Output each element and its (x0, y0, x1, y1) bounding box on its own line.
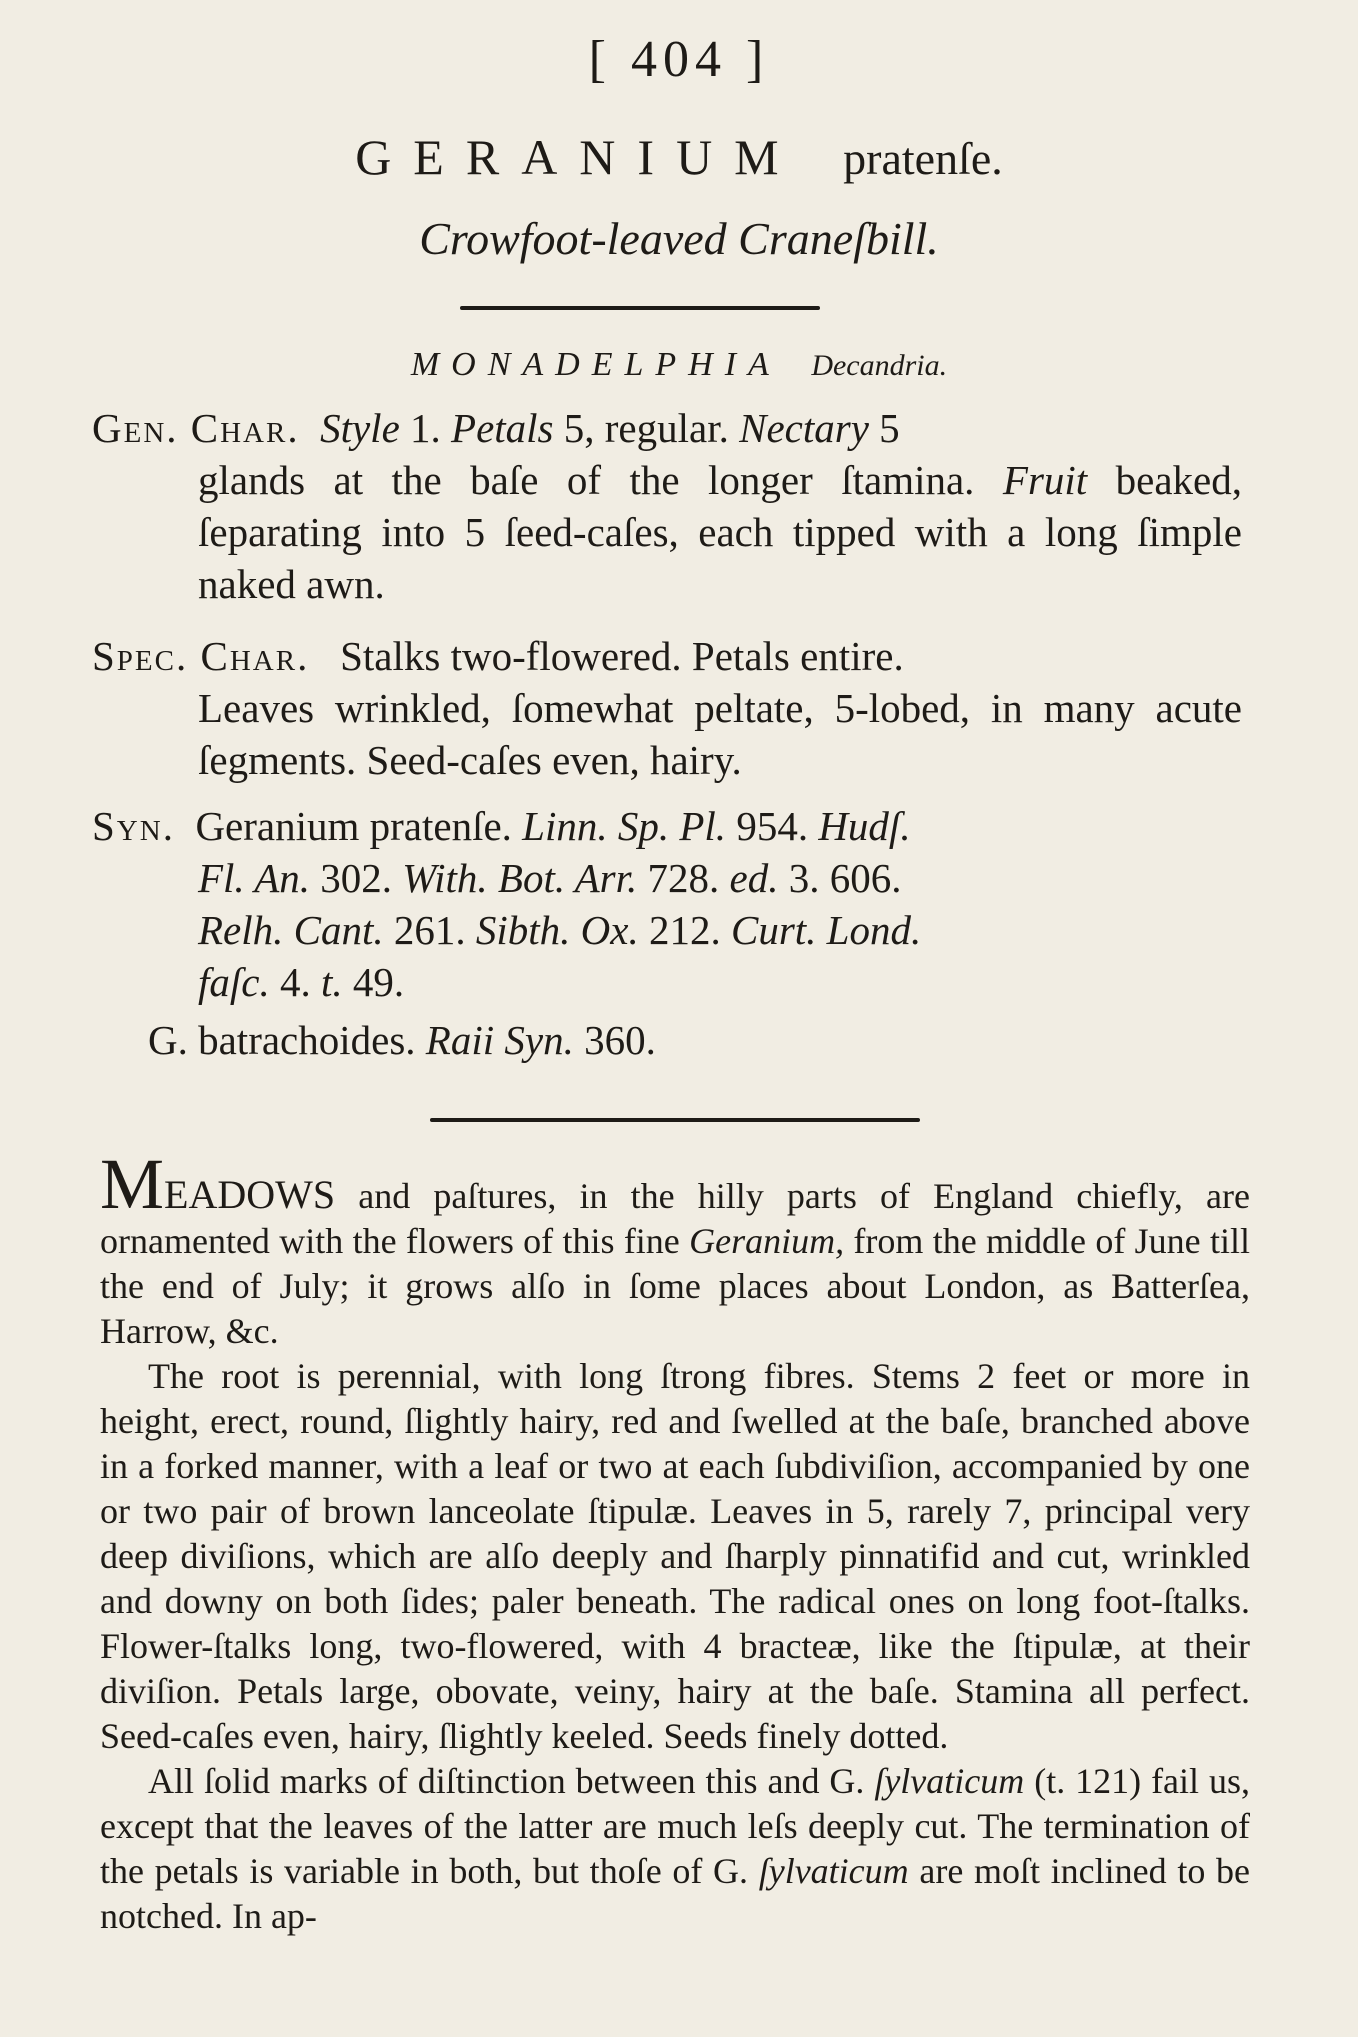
classification (0, 346, 1358, 384)
p1-text-a: and paſtures, in the hilly parts of England chiefly, are ornamented with the flowers of this fine (100, 1176, 1250, 1261)
syn-relh: Relh. Cant. (198, 907, 384, 953)
syn-linn: Linn. Sp. Pl. (522, 803, 727, 849)
syn-line3 (92, 904, 1242, 956)
p3-text-b: (t. 121) fail us, except that the leaves of the latter are much leſs deeply cut. The termination of the petals is variable in both, but thoſe of G. (100, 1761, 1250, 1891)
p3-sylvaticum-2: ſylvaticum (758, 1851, 909, 1891)
syn-entry (92, 800, 1242, 1066)
title-rule (460, 306, 820, 310)
spec-char-first: Stalks two-flowered. Petals entire. (340, 633, 904, 679)
section-rule (430, 1118, 920, 1122)
p1-geranium: Geranium, (689, 1221, 845, 1261)
syn-fl-an: Fl. An. (198, 855, 310, 901)
class-name: MONADELPHIA (410, 346, 781, 383)
species-name: pratenſe. (843, 133, 1003, 184)
p1-smallcaps: EADOWS (164, 1172, 336, 1217)
gen-fruit-desc: beaked, ſeparating into 5 ſeed-caſes, each tipped with a long ſimple naked awn. (198, 457, 1243, 607)
page-number: [ 404 ] (588, 31, 770, 88)
spec-char-continuation: Leaves wrinkled, ſomewhat peltate, 5-lobed, in many acute ſegments. Seed-caſes even, hairy. (198, 685, 1242, 783)
syn-huds: Hudſ. (818, 803, 911, 849)
gen-fruit: Fruit (1002, 457, 1088, 503)
genus-name: GERANIUM (355, 129, 801, 185)
gen-char-entry (92, 402, 1242, 610)
syn-ed: ed. (729, 855, 779, 901)
gen-char-continuation (92, 454, 1242, 610)
paragraph-1 (100, 1144, 1250, 1354)
syn-line2 (92, 852, 1242, 904)
p3-sylvaticum-1: ſylvaticum (874, 1761, 1025, 1801)
syn-fasc-num: 4. (269, 959, 321, 1005)
syn-raii-num: 360. (573, 1017, 656, 1063)
syn-relh-num: 261. (383, 907, 476, 953)
syn-sibth-num: 212. (638, 907, 731, 953)
spec-char-label: Spec. Char. (92, 633, 310, 679)
paragraph-2: The root is perennial, with long ſtrong fibres. Stems 2 feet or more in height, erect, round, ſlightly hairy, red and ſwelled at the baſe, branched above in a forked manner, with a leaf or two at each ſubdiviſion, accompanied by one or two pair of brown lanceolate ſtipulæ. Leaves in 5, rarely 7, principal very deep diviſions, which are alſo deeply and ſharply pinnatifid and cut, wrinkled and downy on both ſides; paler beneath. The radical ones on long foot-ſtalks. Flower-ſtalks long, two-flowered, with 4 bracteæ, like the ſtipulæ, at their diviſion. Petals large, obovate, veiny, hairy at the baſe. Stamina all perfect. Seed-caſes even, hairy, ſlightly keeled. Seeds finely dotted. (100, 1356, 1250, 1756)
gen-style-val: 1. (399, 405, 452, 451)
syn-label: Syn. (92, 803, 175, 849)
gen-nectary-val: 5 (868, 405, 900, 451)
order-name: Decandria. (811, 349, 948, 382)
syn-batrachoides: G. batrachoides. (148, 1017, 426, 1063)
syn-line4 (92, 956, 1242, 1008)
page-title (0, 128, 1358, 186)
syn-t: t. (320, 959, 343, 1005)
syn-fl-an-num: 302. (310, 855, 403, 901)
syn-extra (92, 1014, 1242, 1066)
gen-glands: glands at the baſe of the longer ſtamina. (198, 457, 1003, 503)
syn-ed-num: 3. 606. (778, 855, 902, 901)
syn-raii: Raii Syn. (425, 1017, 574, 1063)
spec-char-entry (92, 630, 1242, 786)
gen-petals-val: 5, regular. (553, 405, 740, 451)
drop-cap: M (100, 1144, 165, 1224)
gen-style: Style (320, 405, 400, 451)
syn-geranium: Geranium pratenſe. (195, 803, 523, 849)
gen-nectary: Nectary (739, 405, 869, 451)
syn-t-num: 49. (342, 959, 405, 1005)
syn-curt: Curt. Lond. (730, 907, 922, 953)
common-name: Crowfoot-leaved Craneſbill. (419, 213, 939, 264)
syn-linn-num: 954. (726, 803, 819, 849)
body-text (100, 1144, 1250, 1939)
syn-fasc: faſc. (198, 959, 270, 1005)
syn-sibth: Sibth. Ox. (475, 907, 639, 953)
paragraph-3 (100, 1759, 1250, 1939)
p3-text-c: are moſt inclined to be notched. In ap- (100, 1851, 1250, 1936)
p3-text-a: All ſolid marks of diſtinction between this and G. (148, 1761, 875, 1801)
p1-text-b: from the middle of June till the end of July; it grows alſo in ſome places about London, as Batterſea, Harrow, &c. (100, 1221, 1250, 1351)
gen-char-label: Gen. Char. (92, 405, 300, 451)
syn-with: With. Bot. Arr. (402, 855, 638, 901)
gen-petals: Petals (451, 405, 554, 451)
syn-with-num: 728. (637, 855, 730, 901)
